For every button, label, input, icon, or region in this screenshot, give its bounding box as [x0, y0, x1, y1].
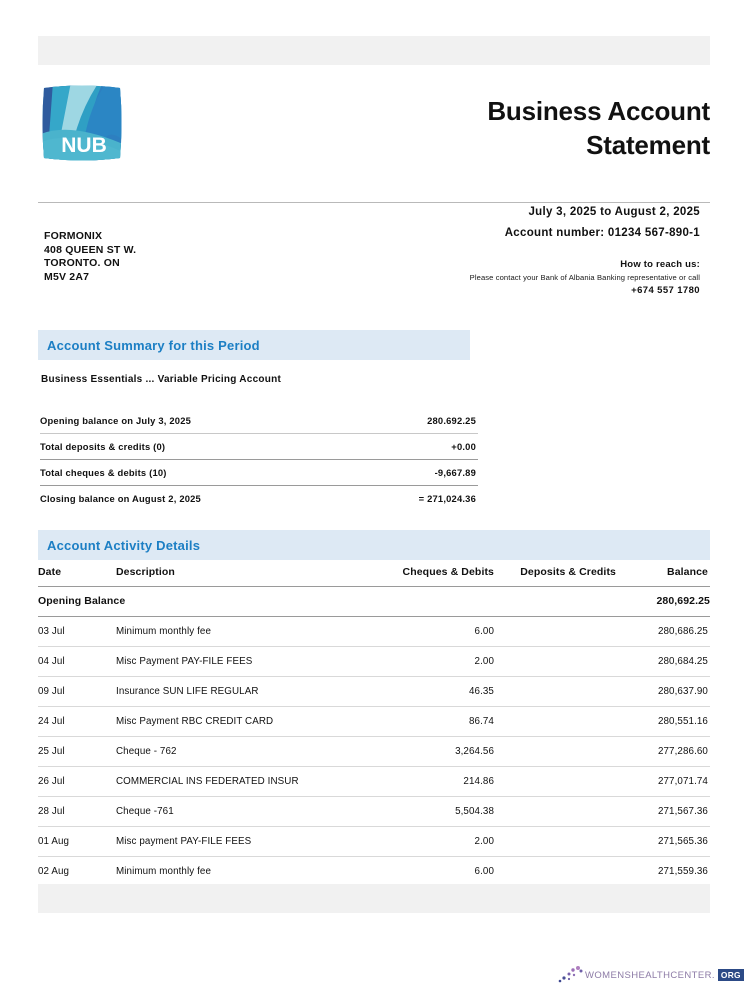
transaction-debit: 86.74	[370, 707, 506, 737]
column-header-balance: Balance	[626, 562, 710, 587]
summary-row-label: Opening balance on July 3, 2025	[40, 415, 192, 426]
transaction-debit: 214.86	[370, 767, 506, 797]
opening-balance-amount: 280,692.25	[626, 587, 710, 617]
account-summary-heading	[38, 330, 470, 360]
column-header-date: Date	[38, 562, 116, 587]
title-line-1: Business Account	[487, 96, 710, 126]
transaction-credit	[506, 797, 626, 827]
transaction-debit: 46.35	[370, 677, 506, 707]
account-summary-table	[40, 408, 478, 511]
transaction-credit	[506, 647, 626, 677]
transaction-debit: 3,264.56	[370, 737, 506, 767]
transaction-date: 02 Aug	[38, 857, 116, 887]
summary-row-amount: -9,667.89	[360, 460, 478, 486]
transaction-description: Misc Payment RBC CREDIT CARD	[116, 707, 370, 737]
table-row	[38, 827, 710, 857]
watermark-text: WOMENSHEALTHCENTER.	[585, 969, 715, 981]
transaction-balance: 280,551.16	[626, 707, 710, 737]
summary-row-amount: +0.00	[360, 434, 478, 460]
page-title	[250, 94, 710, 162]
nub-logo-icon	[41, 82, 123, 164]
column-header-deposits-credits: Deposits & Credits	[506, 562, 626, 587]
table-row	[38, 767, 710, 797]
bank-logo	[41, 82, 123, 164]
summary-row-label: Closing balance on August 2, 2025	[40, 486, 360, 512]
contact-phone: +674 557 1780	[631, 285, 700, 296]
transaction-date: 04 Jul	[38, 647, 116, 677]
logo-text: NUB	[61, 134, 107, 157]
customer-name: FORMONIX	[44, 230, 103, 242]
transaction-date: 01 Aug	[38, 827, 116, 857]
transaction-debit: 2.00	[370, 827, 506, 857]
summary-row	[40, 486, 478, 512]
transaction-debit: 5,504.38	[370, 797, 506, 827]
column-header-cheques-debits: Cheques & Debits	[370, 562, 506, 587]
customer-postal: M5V 2A7	[44, 270, 90, 283]
summary-row	[40, 408, 478, 434]
account-activity-table	[38, 562, 710, 887]
column-header-description: Description	[116, 562, 370, 587]
transaction-date: 24 Jul	[38, 707, 116, 737]
activity-table-body	[38, 587, 710, 887]
transaction-balance: 277,286.60	[626, 737, 710, 767]
table-row	[38, 737, 710, 767]
transaction-description: COMMERCIAL INS FEDERATED INSUR	[116, 767, 370, 797]
summary-row	[40, 460, 478, 486]
transaction-credit	[506, 827, 626, 857]
table-row	[38, 797, 710, 827]
account-number: Account number: 01234 567-890-1	[504, 227, 700, 239]
transaction-description: Cheque -761	[116, 797, 370, 827]
transaction-credit	[506, 857, 626, 887]
header-divider	[38, 202, 710, 203]
statement-period: July 3, 2025 to August 2, 2025	[528, 206, 700, 218]
transaction-debit: 2.00	[370, 647, 506, 677]
transaction-balance: 271,559.36	[626, 857, 710, 887]
transaction-balance: 280,637.90	[626, 677, 710, 707]
summary-row-amount: 280.692.25	[427, 415, 476, 426]
footer-watermark	[558, 962, 744, 988]
top-decorative-band	[38, 36, 710, 65]
transaction-credit	[506, 737, 626, 767]
transaction-balance: 280,686.25	[626, 617, 710, 647]
table-row	[38, 617, 710, 647]
transaction-debit: 6.00	[370, 857, 506, 887]
table-row	[38, 707, 710, 737]
statement-meta-block	[280, 206, 700, 296]
transaction-balance: 280,684.25	[626, 647, 710, 677]
transaction-description: Minimum monthly fee	[116, 857, 370, 887]
opening-balance-label: Opening Balance	[38, 587, 626, 617]
table-row	[38, 857, 710, 887]
contact-instructions: Please contact your Bank of Albania Banking representative or call	[469, 273, 700, 282]
account-type-label: Business Essentials ... Variable Pricing Account	[41, 374, 282, 385]
table-row	[38, 647, 710, 677]
table-row	[38, 677, 710, 707]
transaction-balance: 271,565.36	[626, 827, 710, 857]
customer-street: 408 QUEEN ST W.	[44, 243, 137, 256]
activity-table-head	[38, 562, 710, 587]
account-summary-body	[40, 408, 478, 511]
transaction-credit	[506, 617, 626, 647]
transaction-credit	[506, 707, 626, 737]
summary-row-label: Total deposits & credits (0)	[40, 434, 360, 460]
transaction-description: Insurance SUN LIFE REGULAR	[116, 677, 370, 707]
transaction-description: Cheque - 762	[116, 737, 370, 767]
transaction-balance: 271,567.36	[626, 797, 710, 827]
transaction-credit	[506, 677, 626, 707]
title-line-2: Statement	[586, 130, 710, 160]
transaction-date: 25 Jul	[38, 737, 116, 767]
account-summary-heading-label: Account Summary for this Period	[47, 337, 260, 353]
summary-row-amount: = 271,024.36	[360, 486, 478, 512]
transaction-description: Minimum monthly fee	[116, 617, 370, 647]
account-activity-heading	[38, 530, 710, 560]
transaction-balance: 277,071.74	[626, 767, 710, 797]
transaction-date: 26 Jul	[38, 767, 116, 797]
activity-header-row	[38, 562, 710, 587]
summary-row	[40, 434, 478, 460]
transaction-date: 28 Jul	[38, 797, 116, 827]
bottom-decorative-band	[38, 884, 710, 913]
summary-row-label: Total cheques & debits (10)	[40, 460, 360, 486]
transaction-credit	[506, 767, 626, 797]
customer-address-block	[44, 230, 136, 284]
customer-city: TORONTO. ON	[44, 257, 120, 269]
transaction-date: 03 Jul	[38, 617, 116, 647]
how-to-reach-us-heading: How to reach us:	[620, 259, 700, 270]
opening-balance-row	[38, 587, 710, 617]
transaction-description: Misc payment PAY-FILE FEES	[116, 827, 370, 857]
dots-icon	[558, 965, 584, 985]
transaction-debit: 6.00	[370, 617, 506, 647]
account-activity-heading-label: Account Activity Details	[47, 537, 201, 553]
watermark-org-badge: ORG	[718, 969, 744, 981]
transaction-description: Misc Payment PAY-FILE FEES	[116, 647, 370, 677]
transaction-date: 09 Jul	[38, 677, 116, 707]
statement-header	[38, 78, 710, 188]
